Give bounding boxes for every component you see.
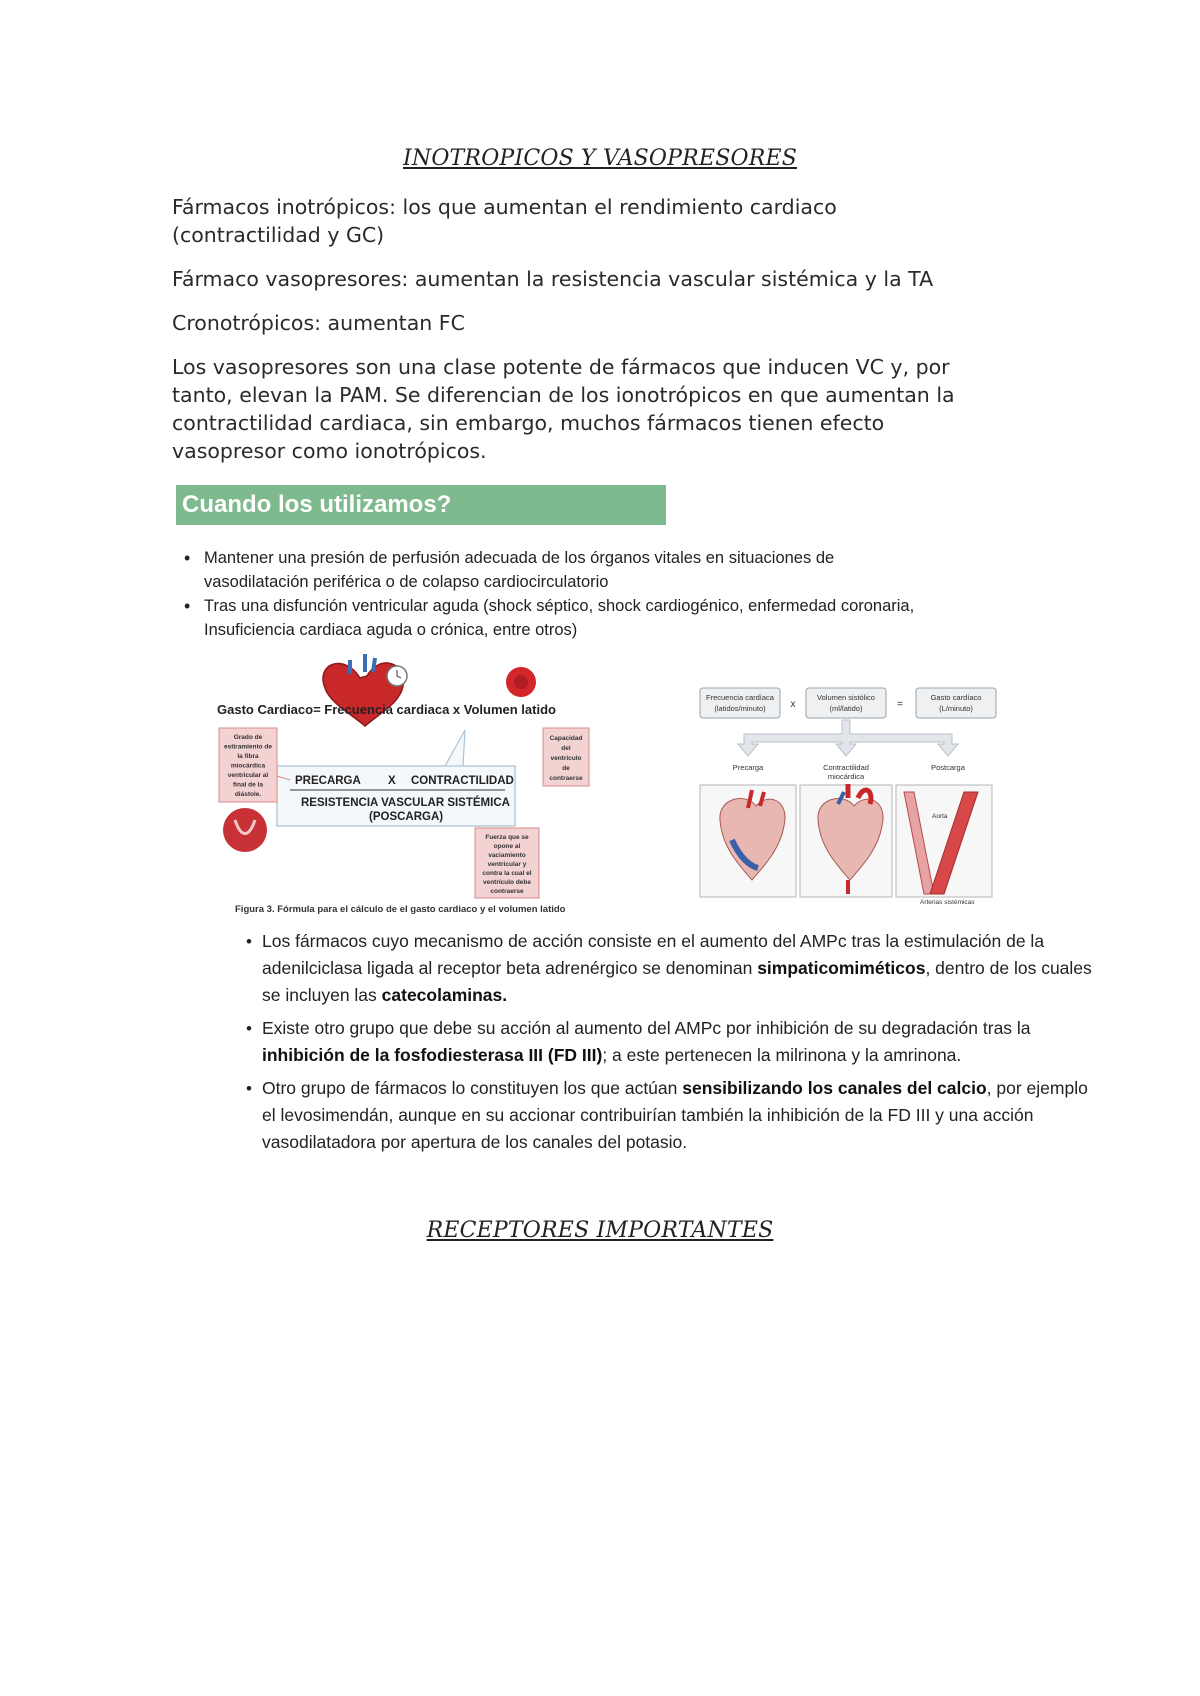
paragraph-description — [172, 353, 1042, 465]
paragraph-line: contractilidad cardiaca, sin embargo, muchos fármacos tienen efecto — [172, 411, 885, 435]
heart-muscle-icon — [223, 808, 267, 852]
note-line: contra la cual el — [482, 870, 532, 877]
note-line: ventricular y — [487, 861, 527, 868]
figure-caption: Figura 3. Fórmula para el cálculo de el gasto cardiaco y el volumen latido — [235, 904, 566, 915]
mechanism-bullet-item — [246, 928, 1106, 1009]
box1-line2: (latidos/minuto) — [714, 704, 766, 713]
contractilidad-label: CONTRACTILIDAD — [411, 775, 514, 787]
paragraph-line: Fármacos inotrópicos: los que aumentan el rendimiento cardiaco — [172, 195, 837, 219]
paragraph-line: (contractilidad y GC) — [172, 223, 385, 247]
label-precarga: Precarga — [732, 763, 764, 772]
note-line: Fuerza que se — [485, 834, 529, 841]
bold-term: sensibilizando los canales del calcio — [682, 1078, 987, 1098]
note-line: final de la — [233, 781, 263, 789]
bullet-text: Los fármacos cuyo mecanismo de acción consiste en el aumento del AMPc tras la estimulación de la adenilciclasa ligada al receptor beta adrenérgico se denominan — [262, 931, 1045, 978]
times-sign: X — [388, 775, 396, 787]
figure-cardiac-formula — [175, 648, 690, 916]
slide-bullet-item — [184, 594, 984, 642]
label-postcarga: Postcarga — [931, 763, 965, 772]
paragraph-line: vasopresor como ionotrópicos. — [172, 439, 487, 463]
note-line: la fibra — [237, 753, 259, 760]
bold-term: inhibición de la fosfodiesterasa III (FD III) — [262, 1045, 603, 1065]
label-contractilidad-2: miocárdica — [827, 772, 865, 781]
note-line: Grado de — [233, 734, 263, 741]
bullet-line: Tras una disfunción ventricular aguda (shock séptico, shock cardiogénico, enfermedad coronaria, — [204, 597, 915, 615]
mechanism-bullet-item — [246, 1015, 1106, 1069]
bullet-line: vasodilatación periférica o de colapso cardiocirculatorio — [204, 573, 609, 591]
bullet-line: Mantener una presión de perfusión adecuada de los órganos vitales en situaciones de — [204, 549, 835, 567]
box3-line1: Gasto cardíaco — [930, 693, 982, 702]
note-line: del — [561, 745, 571, 752]
note-line: opone al — [493, 843, 521, 850]
box2-line2: (ml/latido) — [829, 704, 863, 713]
mechanism-bullet-list — [246, 928, 1106, 1162]
mechanism-bullet-item — [246, 1075, 1106, 1156]
arterias-label: Arterias sistémicas — [920, 899, 975, 906]
paragraph-line: Los vasopresores son una clase potente de fármacos que inducen VC y, por — [172, 355, 950, 379]
clock-icon — [387, 666, 407, 686]
connector-arrows — [738, 720, 958, 756]
bullet-text: , por ejemplo el levosimendán, aunque en su accionar contribuirían también la inhibición de la FD III y una acción vasodilatadora por apertura de los canales del potasio. — [262, 1078, 1088, 1152]
note-line: vaciamiento — [488, 852, 526, 859]
box2-line1: Volumen sistólico — [817, 693, 875, 702]
bullet-text: , dentro de los cuales se incluyen las — [262, 958, 1092, 1005]
note-line: diástole. — [234, 791, 262, 798]
formula-text: Gasto Cardiaco= Frecuencia cardiaca x Volumen latido — [217, 702, 556, 717]
poscarga-label: (POSCARGA) — [369, 811, 444, 823]
aorta-label: Aorta — [932, 813, 948, 820]
note-line: Capacidad — [549, 735, 583, 742]
op-equals: = — [897, 699, 903, 710]
note-line: de — [562, 765, 570, 772]
slide-bullet-item — [184, 546, 984, 594]
bold-term: simpaticomiméticos — [757, 958, 926, 978]
bold-term: catecolaminas. — [381, 985, 508, 1005]
paragraph-vasopresores: Fármaco vasopresores: aumentan la resistencia vascular sistémica y la TA — [172, 267, 934, 291]
box3-line2: (L/minuto) — [939, 704, 973, 713]
note-line: ventrículo — [550, 755, 582, 762]
bullet-line: Insuficiencia cardiaca aguda o crónica, entre otros) — [204, 621, 578, 639]
label-contractilidad-1: Contractilidad — [823, 763, 869, 772]
note-line: contraerse — [549, 775, 583, 782]
paragraph-inotropicos — [172, 193, 1042, 249]
slide-bullet-list — [184, 546, 984, 642]
note-line: ventricular al — [227, 772, 269, 779]
blood-cell-icon — [506, 667, 536, 697]
slide-heading-banner: Cuando los utilizamos? — [176, 485, 666, 525]
op-times: x — [790, 699, 796, 710]
bullet-text: Otro grupo de fármacos lo constituyen los que actúan — [262, 1078, 683, 1098]
paragraph-line: tanto, elevan la PAM. Se diferencian de los ionotrópicos en que aumentan la — [172, 383, 955, 407]
precarga-label: PRECARGA — [295, 775, 361, 787]
bullet-text: ; a este pertenecen la milrinona y la amrinona. — [602, 1045, 962, 1065]
note-line: contraerse — [490, 888, 524, 895]
note-line: miocárdica — [230, 762, 266, 770]
resistencia-label: RESISTENCIA VASCULAR SISTÉMICA — [301, 797, 510, 809]
section-title-receptores: RECEPTORES IMPORTANTES — [426, 1218, 774, 1243]
paragraph-cronotropicos: Cronotrópicos: aumentan FC — [172, 311, 465, 335]
box1-line1: Frecuencia cardíaca — [706, 693, 774, 702]
note-line: ventrículo debe — [482, 879, 532, 886]
main-title: INOTROPICOS Y VASOPRESORES — [402, 146, 797, 171]
note-line: estiramiento de — [223, 743, 273, 751]
bullet-text: Existe otro grupo que debe su acción al aumento del AMPc por inhibición de su degradación tras la — [262, 1018, 1031, 1038]
figure-cardiac-diagram — [698, 680, 1030, 914]
